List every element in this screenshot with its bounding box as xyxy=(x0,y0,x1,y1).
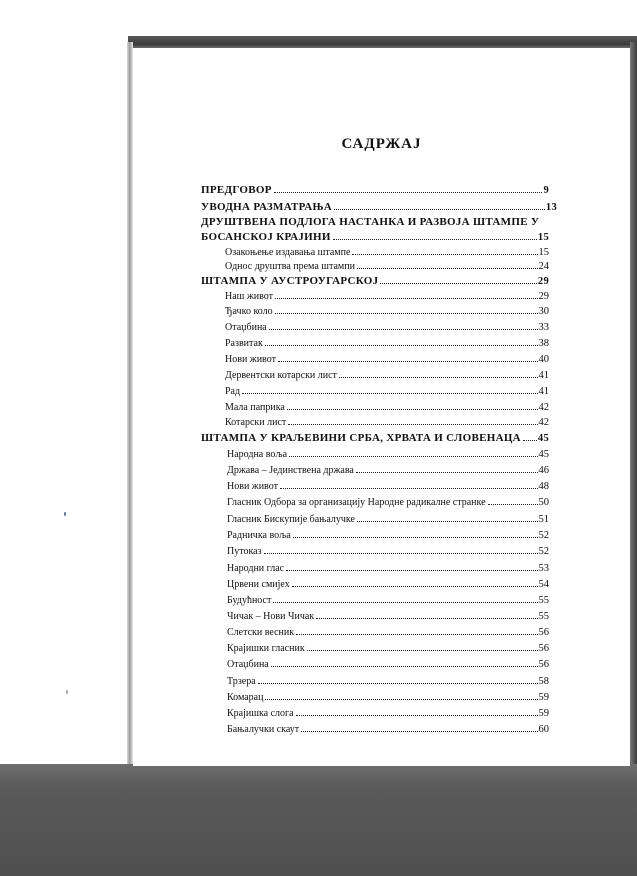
toc-label: ШТАМПА У КРАЉЕВИНИ СРБА, ХРВАТА И СЛОВЕНАЦА xyxy=(201,432,521,444)
toc-page: 9 xyxy=(543,185,549,196)
toc-entry xyxy=(201,530,549,541)
dot-leader xyxy=(274,192,543,193)
toc-page: 52 xyxy=(538,530,549,541)
dot-leader xyxy=(339,377,538,378)
toc-entry xyxy=(201,465,549,476)
dot-leader xyxy=(275,313,538,314)
dot-leader xyxy=(275,298,537,299)
toc-label: ПРЕДГОВОР xyxy=(201,184,272,196)
page-title: САДРЖАЈ xyxy=(341,136,422,152)
toc-label: Бањалучки скаут xyxy=(227,724,300,735)
toc-page: 60 xyxy=(538,724,549,735)
dot-leader xyxy=(307,650,538,651)
dot-leader xyxy=(288,424,537,425)
toc-label: Развитак xyxy=(225,338,263,349)
toc-page: 42 xyxy=(538,417,549,428)
dot-leader xyxy=(380,283,536,284)
toc-page: 46 xyxy=(538,465,549,476)
toc-page: 55 xyxy=(538,595,549,606)
dot-leader xyxy=(334,209,545,210)
toc-entry xyxy=(201,338,549,349)
toc-page: 55 xyxy=(538,611,549,622)
toc-label: Народни глас xyxy=(227,563,285,574)
dot-leader xyxy=(357,521,538,522)
toc-entry xyxy=(201,514,549,525)
toc-page: 48 xyxy=(538,481,549,492)
toc-entry xyxy=(201,291,549,302)
toc-entry xyxy=(201,595,549,606)
toc-label: Отаџбина xyxy=(227,659,269,670)
toc-page: 42 xyxy=(538,402,549,413)
toc-entry xyxy=(201,386,549,397)
toc-entry xyxy=(201,563,549,574)
toc-entry xyxy=(201,322,549,333)
toc-label: Котарски лист xyxy=(225,417,287,428)
toc-label: Ђачко коло xyxy=(225,306,273,317)
toc-entry xyxy=(201,261,549,272)
toc-entry xyxy=(201,497,549,508)
toc-label: Крајишка слога xyxy=(227,708,294,719)
toc-entry xyxy=(201,546,549,557)
toc-label: Крајишки гласник xyxy=(227,643,305,654)
toc-label: Наш живот xyxy=(225,291,274,302)
book-right-edge xyxy=(630,42,637,768)
toc-label: Нови живот xyxy=(227,481,278,492)
toc-page: 41 xyxy=(538,386,549,397)
dot-leader xyxy=(242,393,537,394)
dot-leader xyxy=(296,634,537,635)
toc-entry-preface xyxy=(201,184,549,196)
dot-leader xyxy=(523,440,537,441)
contents-page xyxy=(133,48,630,766)
left-page xyxy=(0,42,130,768)
toc-page: 51 xyxy=(538,514,549,525)
toc-label: Однос друштва према штампи xyxy=(225,261,355,272)
toc-page: 56 xyxy=(538,627,549,638)
toc-page: 56 xyxy=(538,643,549,654)
toc-entry xyxy=(201,306,549,317)
toc-entry xyxy=(201,627,549,638)
toc-entry-social-basis-line1: ДРУШТВЕНА ПОДЛОГА НАСТАНКА И РАЗВОЈА ШТАМПЕ У xyxy=(201,216,540,228)
toc-page: 13 xyxy=(545,202,557,213)
toc-label: Нови живот xyxy=(225,354,276,365)
toc-page: 58 xyxy=(538,676,549,687)
toc-entry xyxy=(201,579,549,590)
toc-page: 52 xyxy=(538,546,549,557)
toc-page: 38 xyxy=(538,338,549,349)
dot-leader xyxy=(280,488,538,489)
toc-entry-austro-hungary xyxy=(201,275,549,287)
toc-label: Гласник Одбора за организацију Народне радикалне странке xyxy=(227,497,486,508)
toc-entry-introduction xyxy=(201,201,557,213)
dot-leader xyxy=(286,570,537,571)
toc-label: Трзера xyxy=(227,676,256,687)
dot-leader xyxy=(488,504,538,505)
toc-entry xyxy=(201,708,549,719)
dot-leader xyxy=(357,268,538,269)
toc-page: 59 xyxy=(538,692,549,703)
toc-entry-kingdom-shs xyxy=(201,432,549,444)
dot-leader xyxy=(258,683,538,684)
toc-label: Слетски весник xyxy=(227,627,295,638)
dot-leader xyxy=(287,409,538,410)
toc-entry xyxy=(201,449,549,460)
toc-label: Чичак – Нови Чичак xyxy=(227,611,315,622)
toc-page: 41 xyxy=(538,370,549,381)
dot-leader xyxy=(293,537,538,538)
toc-label: Радничка воља xyxy=(227,530,291,541)
toc-page: 29 xyxy=(537,276,549,287)
toc-page: 56 xyxy=(538,659,549,670)
toc-page: 45 xyxy=(538,449,549,460)
toc-label: Дервентски котарски лист xyxy=(225,370,337,381)
toc-entry xyxy=(201,676,549,687)
toc-entry xyxy=(201,643,549,654)
toc-entry xyxy=(201,724,549,735)
dot-leader xyxy=(352,254,537,255)
dot-leader xyxy=(264,553,538,554)
dot-leader xyxy=(289,456,537,457)
dot-leader xyxy=(273,602,537,603)
dot-leader xyxy=(265,345,538,346)
toc-page: 50 xyxy=(538,497,549,508)
scanner-background xyxy=(0,764,637,876)
dot-leader xyxy=(333,239,537,240)
toc-page: 29 xyxy=(538,291,549,302)
toc-page: 40 xyxy=(538,354,549,365)
toc-page: 30 xyxy=(538,306,549,317)
toc-entry xyxy=(201,247,549,258)
toc-page: 45 xyxy=(537,433,549,444)
toc-label: Гласник Бискупије бањалучке xyxy=(227,514,355,525)
toc-label: Путоказ xyxy=(227,546,262,557)
toc-label: ШТАМПА У АУСТРОУГАРСКОЈ xyxy=(201,275,379,287)
toc-label: Народна воља xyxy=(227,449,288,460)
toc-page: 33 xyxy=(538,322,549,333)
dot-leader xyxy=(271,666,538,667)
scan-speck xyxy=(66,690,68,694)
dot-leader xyxy=(356,472,538,473)
toc-page: 15 xyxy=(537,232,549,243)
toc-entry xyxy=(201,611,549,622)
dot-leader xyxy=(292,586,538,587)
toc-page: 54 xyxy=(538,579,549,590)
toc-label: Држава – Јединствена држава xyxy=(227,465,354,476)
toc-label: Отаџбина xyxy=(225,322,267,333)
toc-page: 15 xyxy=(538,247,549,258)
dot-leader xyxy=(269,329,538,330)
toc-label: БОСАНСКОЈ КРАЈИНИ xyxy=(201,231,331,243)
toc-label: Мала паприка xyxy=(225,402,285,413)
toc-page: 24 xyxy=(538,261,549,272)
toc-entry xyxy=(201,481,549,492)
toc-label: Комарац xyxy=(227,692,264,703)
toc-entry xyxy=(201,659,549,670)
toc-entry-social-basis xyxy=(201,231,549,243)
dot-leader xyxy=(301,731,537,732)
toc-label: Црвени смијех xyxy=(227,579,290,590)
toc-page: 53 xyxy=(538,563,549,574)
toc-label: Озакоњење издавања штампе xyxy=(225,247,351,258)
toc-page: 59 xyxy=(538,708,549,719)
toc-entry xyxy=(201,417,549,428)
toc-label: Рад xyxy=(225,386,241,397)
dot-leader xyxy=(265,699,537,700)
toc-label: УВОДНА РАЗМАТРАЊА xyxy=(201,201,333,213)
toc-entry xyxy=(201,402,549,413)
toc-entry xyxy=(201,370,549,381)
toc-entry xyxy=(201,354,549,365)
toc-entry xyxy=(201,692,549,703)
toc-label: Будућност xyxy=(227,595,272,606)
dot-leader xyxy=(278,361,538,362)
dot-leader xyxy=(296,715,538,716)
scan-speck xyxy=(64,512,66,516)
dot-leader xyxy=(316,618,537,619)
